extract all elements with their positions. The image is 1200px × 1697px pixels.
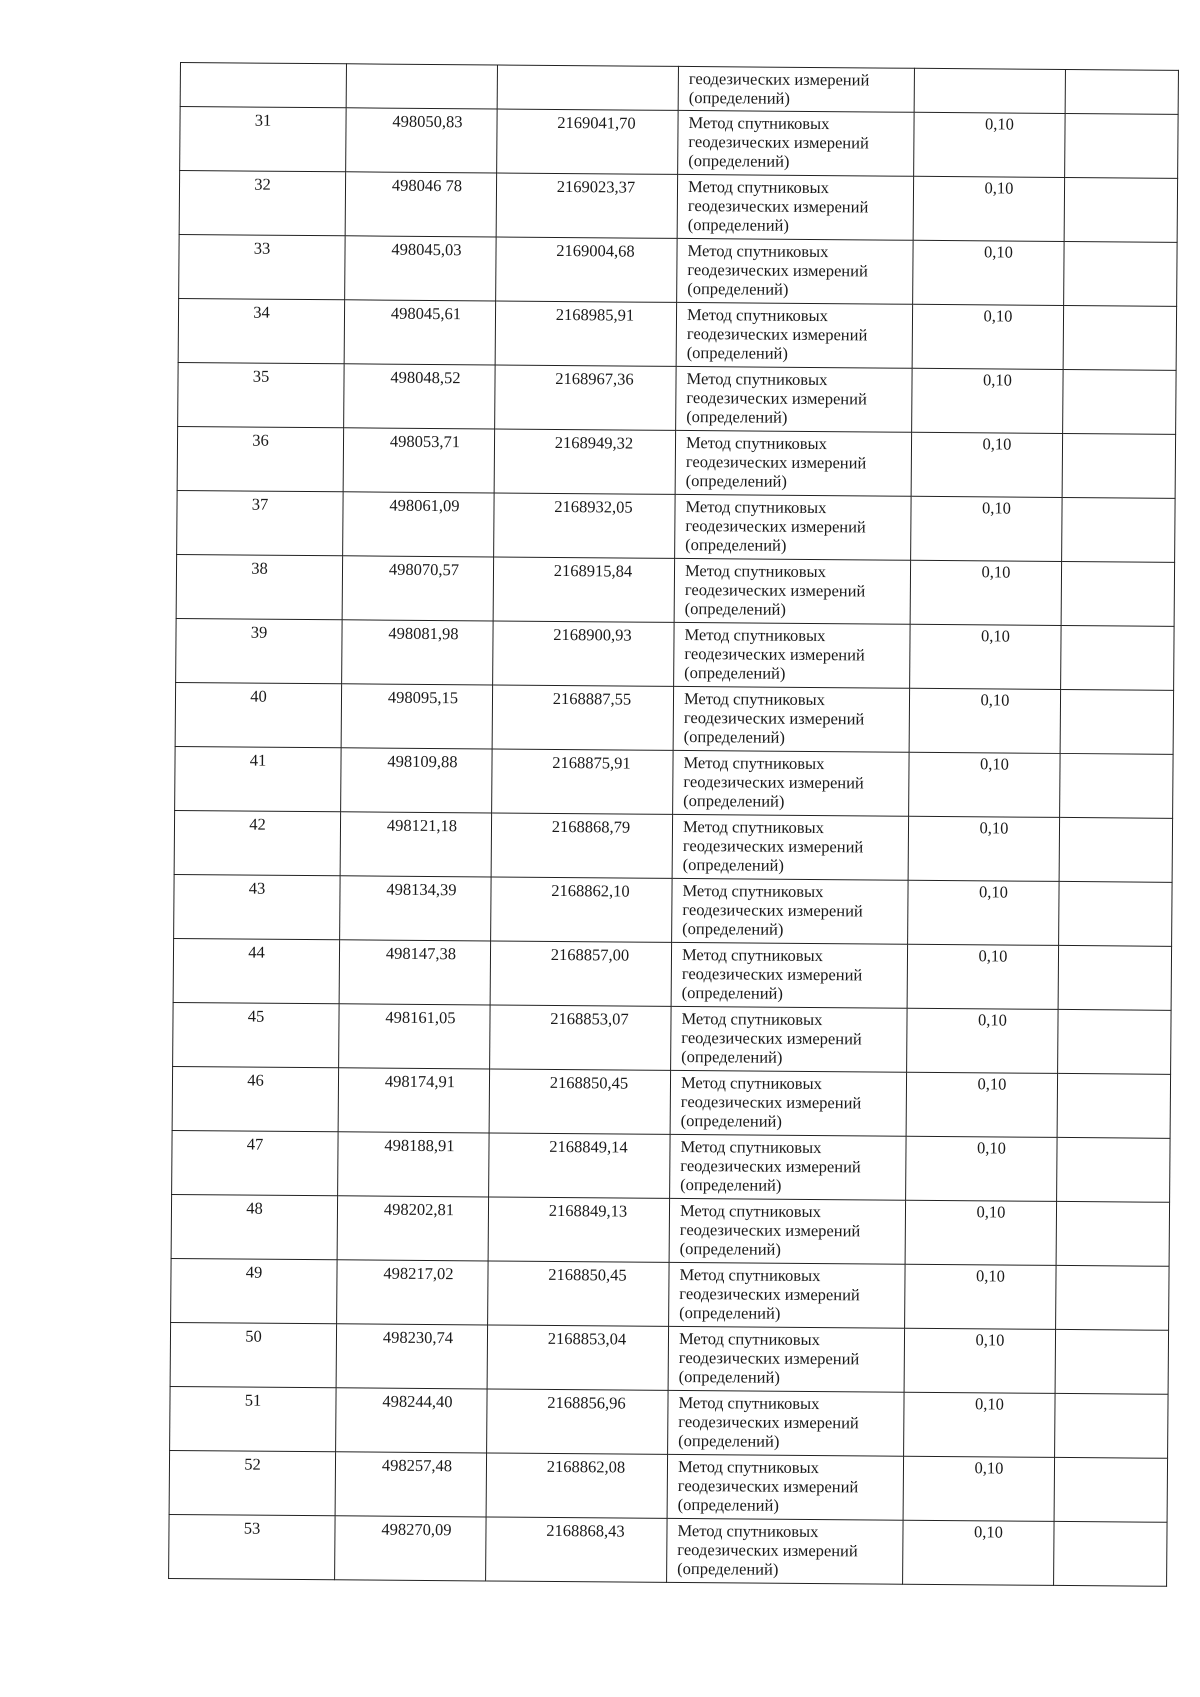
method-text: Метод спутниковых геодезических измерений (определений) <box>684 560 866 619</box>
point-number: 39 <box>250 622 268 642</box>
x-coordinate: 498161,05 <box>385 1007 456 1028</box>
point-number: 53 <box>243 1518 261 1538</box>
error-value: 0,10 <box>976 1202 1006 1222</box>
cell-method <box>677 238 913 304</box>
cell-x-coordinate <box>344 364 495 429</box>
y-coordinate: 2169004,68 <box>556 240 635 261</box>
cell-point-number <box>174 810 340 875</box>
y-coordinate: 2168857,00 <box>550 944 630 965</box>
point-number: 42 <box>249 814 266 834</box>
cell-x-coordinate <box>345 236 496 301</box>
cell-error <box>905 1200 1056 1265</box>
cell-x-coordinate <box>341 748 492 813</box>
method-text: Метод спутниковых геодезических измерений (определений) <box>678 1392 859 1451</box>
cell-method <box>667 1454 903 1520</box>
error-value: 0,10 <box>985 114 1015 134</box>
table-row <box>176 618 1174 690</box>
cell-extra <box>1057 1073 1170 1138</box>
cell-method <box>669 1262 905 1328</box>
cell-extra <box>1063 369 1176 434</box>
cell-point-number <box>174 874 340 939</box>
cell-x-coordinate <box>336 1324 487 1389</box>
method-continuation-text: геодезических измерений (определений) <box>688 68 870 108</box>
cell-x-coordinate <box>335 1452 486 1517</box>
x-coordinate: 498095,15 <box>387 687 459 708</box>
cell-extra <box>1059 881 1172 946</box>
y-coordinate: 2168849,13 <box>548 1200 628 1221</box>
method-text: Метод спутниковых геодезических измерений (определений) <box>686 368 867 427</box>
x-coordinate: 498109,88 <box>387 751 458 772</box>
cell-y-coordinate <box>491 877 672 942</box>
method-text: Метод спутниковых геодезических измерений (определений) <box>682 816 864 875</box>
cell-x-coordinate <box>335 1516 486 1581</box>
cell-extra <box>1055 1393 1168 1458</box>
cell-point-number <box>180 107 346 172</box>
error-value: 0,10 <box>978 946 1008 966</box>
cell-point-number <box>179 171 345 236</box>
cell-x-coordinate <box>346 108 497 173</box>
cell-error <box>910 624 1061 689</box>
y-coordinate: 2168868,43 <box>546 1520 625 1541</box>
y-coordinate: 2168985,91 <box>555 304 635 325</box>
cell-error <box>908 816 1059 881</box>
y-coordinate: 2168887,55 <box>552 688 632 709</box>
y-coordinate: 2168850,45 <box>549 1072 629 1093</box>
cell-x-coordinate <box>345 172 496 237</box>
method-text: Метод спутниковых геодезических измерений (определений) <box>688 112 869 171</box>
table-row <box>173 938 1171 1010</box>
cell-extra <box>1060 753 1173 818</box>
cell-x-coordinate <box>338 1132 489 1197</box>
table-row <box>176 554 1174 626</box>
x-coordinate: 498230,74 <box>382 1327 454 1348</box>
cell-method <box>678 66 914 112</box>
cell-error <box>913 240 1064 305</box>
x-coordinate: 498050,83 <box>392 111 463 132</box>
method-text: Метод спутниковых геодезических измерений (определений) <box>687 176 869 235</box>
cell-x-coordinate <box>346 64 497 109</box>
cell-method <box>678 110 914 176</box>
x-coordinate: 498134,39 <box>386 879 457 900</box>
table-row <box>177 426 1175 498</box>
cell-error <box>909 688 1060 753</box>
continued-row <box>180 63 1178 115</box>
cell-point-number <box>179 234 345 299</box>
cell-point-number <box>176 618 342 683</box>
table-row <box>175 682 1173 754</box>
cell-point-number <box>172 1066 338 1131</box>
cell-y-coordinate <box>493 557 674 622</box>
point-number: 43 <box>248 878 266 898</box>
y-coordinate: 2168853,07 <box>550 1008 629 1029</box>
cell-extra <box>1056 1201 1169 1266</box>
cell-extra <box>1062 497 1175 562</box>
table-row <box>173 1002 1171 1074</box>
x-coordinate: 498046 78 <box>391 175 463 196</box>
cell-y-coordinate <box>494 493 675 558</box>
cell-y-coordinate <box>494 429 675 494</box>
cell-x-coordinate <box>337 1260 488 1325</box>
cell-extra <box>1054 1521 1167 1586</box>
y-coordinate: 2168856,96 <box>547 1392 626 1413</box>
method-text: Метод спутниковых геодезических измерений (определений) <box>685 432 867 491</box>
cell-point-number <box>175 682 341 747</box>
cell-method <box>669 1198 905 1264</box>
cell-y-coordinate <box>487 1389 668 1454</box>
cell-method <box>668 1390 904 1456</box>
cell-x-coordinate <box>341 684 492 749</box>
cell-x-coordinate <box>343 428 494 493</box>
error-value: 0,10 <box>983 306 1013 326</box>
cell-y-coordinate <box>496 173 677 238</box>
point-number: 33 <box>253 238 271 258</box>
x-coordinate: 498081,98 <box>388 623 459 644</box>
cell-x-coordinate <box>343 492 494 557</box>
method-text: Метод спутниковых геодезических измерений (определений) <box>679 1200 861 1259</box>
point-number: 45 <box>247 1006 265 1026</box>
y-coordinate: 2168875,91 <box>552 752 631 773</box>
cell-y-coordinate <box>488 1261 669 1326</box>
table-row <box>178 298 1176 370</box>
cell-error <box>908 880 1059 945</box>
cell-x-coordinate <box>337 1196 488 1261</box>
x-coordinate: 498270,09 <box>381 1519 452 1540</box>
point-number: 38 <box>251 558 268 578</box>
error-value: 0,10 <box>974 1394 1004 1414</box>
error-value: 0,10 <box>981 626 1011 646</box>
cell-extra <box>1061 561 1174 626</box>
method-text: Метод спутниковых геодезических измерений (определений) <box>687 240 868 299</box>
method-text: Метод спутниковых геодезических измерений (определений) <box>679 1264 860 1323</box>
cell-y-coordinate <box>491 813 672 878</box>
cell-error <box>910 560 1061 625</box>
error-value: 0,10 <box>980 690 1010 710</box>
error-value: 0,10 <box>973 1522 1003 1542</box>
method-text: Метод спутниковых геодезических измерений (определений) <box>683 688 865 747</box>
cell-y-coordinate <box>489 1069 670 1134</box>
x-coordinate: 498188,91 <box>384 1135 455 1156</box>
cell-error <box>904 1328 1055 1393</box>
cell-x-coordinate <box>339 1004 490 1069</box>
table-row <box>172 1130 1170 1202</box>
cell-extra <box>1064 241 1177 306</box>
cell-x-coordinate <box>340 876 491 941</box>
x-coordinate: 498061,09 <box>389 495 460 516</box>
error-value: 0,10 <box>981 562 1011 582</box>
cell-point-number <box>180 63 346 108</box>
y-coordinate: 2168967,36 <box>555 368 634 389</box>
error-value: 0,10 <box>978 882 1009 902</box>
method-text: Метод спутниковых геодезических измерений (определений) <box>681 1008 862 1067</box>
method-text: Метод спутниковых геодезических измерений (определений) <box>677 1456 859 1515</box>
cell-extra <box>1055 1329 1168 1394</box>
cell-y-coordinate <box>497 109 678 174</box>
cell-point-number <box>177 426 343 491</box>
cell-point-number <box>169 1450 335 1515</box>
point-number: 34 <box>253 302 270 322</box>
cell-method <box>673 686 909 752</box>
coordinates-table <box>168 62 1179 1587</box>
y-coordinate: 2168853,04 <box>547 1328 627 1349</box>
error-value: 0,10 <box>984 178 1014 198</box>
cell-y-coordinate <box>486 1453 667 1518</box>
cell-extra <box>1057 1137 1170 1202</box>
error-value: 0,10 <box>977 1010 1008 1030</box>
cell-x-coordinate <box>339 940 490 1005</box>
error-value: 0,10 <box>979 818 1009 838</box>
cell-point-number <box>176 554 342 619</box>
x-coordinate: 498045,61 <box>390 303 462 324</box>
cell-point-number <box>175 746 341 811</box>
cell-extra <box>1058 1009 1171 1074</box>
error-value: 0,10 <box>982 434 1012 454</box>
cell-extra <box>1054 1457 1167 1522</box>
cell-x-coordinate <box>342 556 493 621</box>
table-row <box>179 234 1177 306</box>
x-coordinate: 498121,18 <box>386 815 458 836</box>
y-coordinate: 2168862,08 <box>546 1456 626 1477</box>
cell-method <box>670 1070 906 1136</box>
method-text: Метод спутниковых геодезических измерений (определений) <box>686 304 868 363</box>
point-number: 48 <box>246 1198 263 1218</box>
method-text: Метод спутниковых геодезических измерений (определений) <box>680 1136 861 1195</box>
cell-y-coordinate <box>495 365 676 430</box>
table-row <box>172 1066 1170 1138</box>
cell-y-coordinate <box>496 237 677 302</box>
point-number: 36 <box>252 430 269 450</box>
x-coordinate: 498257,48 <box>381 1455 453 1476</box>
error-value: 0,10 <box>975 1330 1005 1350</box>
cell-y-coordinate <box>493 621 674 686</box>
error-value: 0,10 <box>982 498 1012 518</box>
cell-method <box>672 878 908 944</box>
error-value: 0,10 <box>977 1074 1007 1094</box>
y-coordinate: 2168849,14 <box>549 1136 628 1157</box>
cell-y-coordinate <box>486 1517 667 1582</box>
y-coordinate: 2169023,37 <box>556 176 636 197</box>
table-row <box>169 1514 1167 1586</box>
point-number: 49 <box>245 1262 263 1282</box>
cell-point-number <box>177 490 343 555</box>
cell-error <box>913 176 1064 241</box>
table-row <box>174 810 1172 882</box>
point-number: 32 <box>254 174 271 194</box>
method-text: Метод спутниковых геодезических измерений (определений) <box>677 1520 858 1579</box>
y-coordinate: 2169041,70 <box>557 112 636 133</box>
table-row <box>170 1322 1168 1394</box>
method-text: Метод спутниковых геодезических измерений (определений) <box>681 944 863 1003</box>
cell-point-number <box>170 1386 336 1451</box>
y-coordinate: 2168862,10 <box>551 880 630 901</box>
cell-y-coordinate <box>492 685 673 750</box>
cell-y-coordinate <box>490 1005 671 1070</box>
table-row <box>171 1194 1169 1266</box>
table-row <box>169 1450 1167 1522</box>
x-coordinate: 498244,40 <box>382 1391 453 1412</box>
error-value: 0,10 <box>974 1458 1004 1478</box>
table-row <box>179 171 1177 243</box>
table-row <box>177 490 1175 562</box>
x-coordinate: 498147,38 <box>385 943 457 964</box>
cell-error <box>909 752 1060 817</box>
cell-method <box>676 366 912 432</box>
method-text: Метод спутниковых геодезических измерений (определений) <box>678 1328 860 1387</box>
cell-method <box>671 942 907 1008</box>
cell-error <box>903 1520 1054 1585</box>
cell-error <box>911 432 1062 497</box>
point-number: 31 <box>254 110 272 130</box>
method-text: Метод спутниковых геодезических измерений (определений) <box>680 1072 862 1131</box>
cell-extra <box>1062 433 1175 498</box>
cell-point-number <box>178 298 344 363</box>
cell-error <box>906 1136 1057 1201</box>
table-row <box>180 107 1178 179</box>
cell-point-number <box>170 1322 336 1387</box>
table-row <box>171 1258 1169 1330</box>
y-coordinate: 2168900,93 <box>553 624 632 645</box>
cell-method <box>674 622 910 688</box>
method-text: Метод спутниковых геодезических измерений (определений) <box>685 496 866 555</box>
cell-method <box>675 430 911 496</box>
cell-error <box>914 68 1065 113</box>
cell-point-number <box>171 1194 337 1259</box>
point-number: 41 <box>249 750 267 770</box>
cell-y-coordinate <box>495 301 676 366</box>
cell-error <box>904 1392 1055 1457</box>
cell-point-number <box>173 1002 339 1067</box>
x-coordinate: 498202,81 <box>383 1199 455 1220</box>
cell-method <box>677 174 913 240</box>
method-text: Метод спутниковых геодезических измерений (определений) <box>683 752 864 811</box>
cell-y-coordinate <box>489 1133 670 1198</box>
cell-method <box>675 494 911 560</box>
cell-error <box>907 1008 1058 1073</box>
cell-error <box>907 944 1058 1009</box>
table-row <box>170 1386 1168 1458</box>
y-coordinate: 2168850,45 <box>548 1264 627 1285</box>
point-number: 44 <box>248 942 265 962</box>
cell-extra <box>1064 177 1177 242</box>
x-coordinate: 498070,57 <box>388 559 460 580</box>
cell-point-number <box>172 1130 338 1195</box>
cell-point-number <box>171 1258 337 1323</box>
error-value: 0,10 <box>976 1138 1007 1158</box>
table-body <box>169 63 1179 1587</box>
cell-extra <box>1061 625 1174 690</box>
y-coordinate: 2168949,32 <box>554 432 634 453</box>
cell-method <box>670 1134 906 1200</box>
x-coordinate: 498174,91 <box>384 1071 456 1092</box>
y-coordinate: 2168932,05 <box>554 496 633 517</box>
cell-method <box>667 1518 903 1584</box>
cell-extra <box>1059 817 1172 882</box>
cell-y-coordinate <box>492 749 673 814</box>
error-value: 0,10 <box>980 754 1010 774</box>
x-coordinate: 498048,52 <box>390 367 461 388</box>
cell-extra <box>1065 113 1178 178</box>
error-value: 0,10 <box>983 370 1013 390</box>
cell-x-coordinate <box>342 620 493 685</box>
table-row <box>175 746 1173 818</box>
cell-y-coordinate <box>488 1197 669 1262</box>
cell-extra <box>1060 689 1173 754</box>
error-value: 0,10 <box>984 242 1014 262</box>
cell-point-number <box>178 362 344 427</box>
cell-extra <box>1056 1265 1169 1330</box>
cell-method <box>672 814 908 880</box>
point-number: 47 <box>246 1134 264 1154</box>
cell-error <box>912 304 1063 369</box>
point-number: 40 <box>250 686 267 706</box>
method-text: Метод спутниковых геодезических измерений (определений) <box>684 624 865 683</box>
cell-error <box>903 1456 1054 1521</box>
cell-y-coordinate <box>490 941 671 1006</box>
point-number: 51 <box>244 1390 262 1410</box>
cell-method <box>673 750 909 816</box>
cell-extra <box>1065 69 1178 114</box>
point-number: 46 <box>247 1070 264 1090</box>
cell-point-number <box>169 1514 335 1579</box>
cell-error <box>912 368 1063 433</box>
cell-error <box>905 1264 1056 1329</box>
point-number: 52 <box>244 1454 261 1474</box>
table-row <box>174 874 1172 946</box>
table-row <box>178 362 1176 434</box>
error-value: 0,10 <box>975 1266 1006 1286</box>
cell-method <box>674 558 910 624</box>
cell-point-number <box>173 938 339 1003</box>
y-coordinate: 2168868,79 <box>551 816 631 837</box>
cell-error <box>906 1072 1057 1137</box>
cell-extra <box>1063 305 1176 370</box>
cell-method <box>676 302 912 368</box>
cell-x-coordinate <box>338 1068 489 1133</box>
cell-error <box>914 112 1065 177</box>
x-coordinate: 498053,71 <box>389 431 461 452</box>
x-coordinate: 498045,03 <box>391 239 462 260</box>
point-number: 37 <box>251 494 269 514</box>
cell-x-coordinate <box>336 1388 487 1453</box>
cell-y-coordinate <box>487 1325 668 1390</box>
cell-extra <box>1058 945 1171 1010</box>
cell-y-coordinate <box>497 65 678 110</box>
method-text: Метод спутниковых геодезических измерений (определений) <box>682 880 863 939</box>
x-coordinate: 498217,02 <box>383 1263 454 1284</box>
y-coordinate: 2168915,84 <box>553 560 633 581</box>
point-number: 50 <box>245 1326 262 1346</box>
cell-x-coordinate <box>344 300 495 365</box>
point-number: 35 <box>252 366 270 386</box>
cell-method <box>671 1006 907 1072</box>
cell-error <box>911 496 1062 561</box>
cell-method <box>668 1326 904 1392</box>
cell-x-coordinate <box>340 812 491 877</box>
